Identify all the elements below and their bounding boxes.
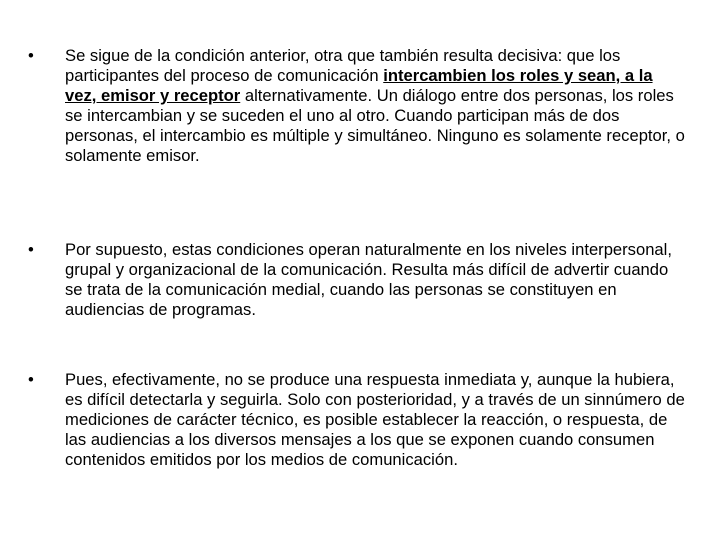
bullet-text-2: Por supuesto, estas condiciones operan naturalmente en los niveles interpersonal, grupal y organizacional de la comunicación. Resulta más difícil de advertir cuando se trata de la comunicación medial, cuando las personas se constituyen en audiencias de programas. (65, 240, 672, 319)
bullet-text-1-after: alternativamente. Un diálogo entre dos personas, los roles se intercambian y se suceden el uno al otro. Cuando participan más de dos personas, el intercambio es múltiple y simultáneo. Ninguno es solamente receptor, o solamente emisor. (65, 86, 685, 165)
bullet-icon: • (28, 370, 34, 389)
bullet-icon: • (28, 240, 34, 259)
bullet-text-1-emphasis: intercambien los roles y sean, a la vez, emisor y receptor (65, 66, 653, 105)
bullet-icon: • (28, 46, 34, 65)
bullet-text-1 (65, 46, 688, 166)
bullet-text-3: Pues, efectivamente, no se produce una respuesta inmediata y, aunque la hubiera, es difícil detectarla y seguirla. Solo con posterioridad, y a través de un sinnúmero de mediciones de carácter técnico, es posible establecer la reacción, o respuesta, de las audiencias a los diversos mensajes a los que se exponen cuando consumen contenidos emitidos por los medios de comunicación. (65, 370, 685, 469)
bullet-item-1 (28, 46, 688, 166)
bullet-text-1-before: Se sigue de la condición anterior, otra que también resulta decisiva: que los participantes del proceso de comunicación (65, 46, 621, 85)
bullet-item-3 (28, 370, 688, 470)
bullet-item-2 (28, 240, 688, 320)
